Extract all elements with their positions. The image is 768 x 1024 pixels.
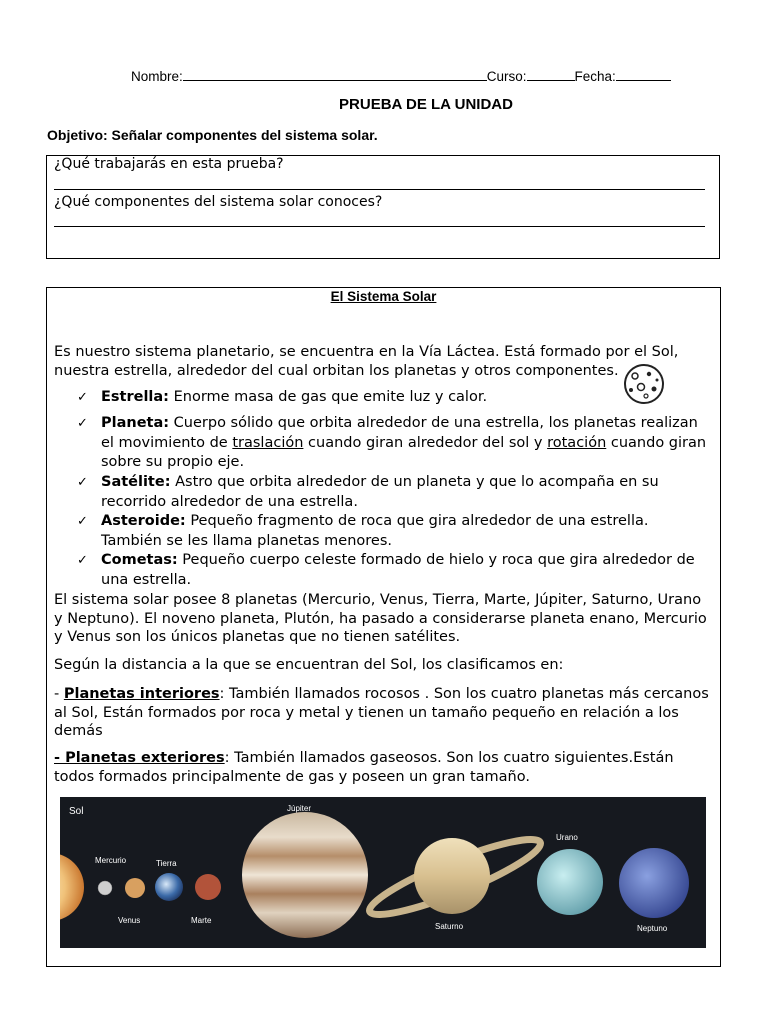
checkmark-icon: ✓ (77, 390, 88, 405)
interiores-term: Planetas interiores (63, 686, 220, 702)
def-planeta-c: cuando giran sobre su propio eje. (101, 434, 707, 470)
label-mercurio: Mercurio (95, 856, 127, 865)
checkmark-icon: ✓ (77, 514, 88, 529)
term-asteroide: Asteroide: (101, 513, 186, 529)
questions-box (46, 155, 720, 259)
interiores-text: : También llamados rocosos . Son los cuatro planetas más cercanos al Sol, Están formados por roca y metal y tienen un tamaño pequeño en relación a los demás (54, 686, 709, 739)
planets-paragraph: El sistema solar posee 8 planetas (Mercurio, Venus, Tierra, Marte, Júpiter, Saturno, Urano y Neptuno). El noveno planeta, Plutón, ha pasado a considerarse planeta enano, Mercurio y Venus son los únicos planetas que no tienen satélites. (54, 592, 707, 645)
label-saturno: Saturno (435, 922, 464, 931)
rotacion-word: rotación (547, 434, 607, 451)
list-item-satelite (101, 473, 713, 512)
objective: Objetivo: Señalar componentes del sistema solar. (47, 127, 378, 143)
label-venus: Venus (118, 916, 141, 925)
def-planeta-a: Cuerpo sólido que orbita alrededor de una estrella, los planetas realizan el movimiento de (101, 415, 698, 451)
intro-paragraph: Es nuestro sistema planetario, se encuentra en la Vía Láctea. Está formado por el Sol, nuestra estrella, alrededor del cual orbitan los planetas y otros componentes. (54, 344, 679, 379)
list-item-cometas (101, 551, 713, 590)
solar-system-image (60, 797, 706, 948)
answer-line-1[interactable] (54, 189, 705, 190)
exteriores-term: - Planetas exteriores (54, 750, 225, 766)
def-asteroide: Pequeño fragmento de roca que gira alrededor de una estrella. También se les llama planetas menores. (101, 513, 649, 549)
def-satelite: Astro que orbita alrededor de un planeta y que lo acompaña en su recorrido alrededor de una estrella. (101, 474, 659, 510)
term-satelite: Satélite: (101, 474, 171, 490)
checkmark-icon: ✓ (77, 553, 88, 568)
nombre-blank[interactable] (183, 67, 487, 81)
curso-blank[interactable] (527, 67, 575, 81)
distance-paragraph: Según la distancia a la que se encuentran del Sol, los clasificamos en: (54, 657, 564, 673)
label-sol: Sol (69, 806, 84, 817)
exteriores-paragraph (54, 749, 710, 786)
moon-icon (617, 362, 671, 406)
answer-line-2[interactable] (54, 226, 705, 227)
curso-label: Curso: (486, 69, 527, 84)
term-planeta: Planeta: (101, 415, 170, 431)
label-neptuno: Neptuno (637, 924, 668, 933)
label-tierra: Tierra (156, 859, 177, 868)
fecha-label: Fecha: (574, 69, 616, 84)
list-item-asteroide (101, 512, 713, 551)
def-cometas: Pequeño cuerpo celeste formado de hielo y roca que gira alrededor de una estrella. (101, 552, 695, 588)
label-urano: Urano (556, 833, 578, 842)
section-title: El Sistema Solar (330, 289, 437, 304)
def-planeta-b: cuando giran alrededor del sol y (303, 434, 548, 451)
checkmark-icon: ✓ (77, 475, 88, 490)
student-info-line (131, 67, 671, 84)
traslacion-word: traslación (232, 434, 304, 451)
interiores-paragraph (54, 685, 710, 741)
exteriores-text: : También llamados gaseosos. Son los cuatro siguientes.Están todos formados principalmente de gas y poseen un gran tamaño. (54, 750, 674, 785)
fecha-blank[interactable] (616, 67, 671, 81)
checkmark-icon: ✓ (77, 416, 88, 431)
question-1: ¿Qué trabajarás en esta prueba? (54, 156, 284, 172)
label-jupiter: Júpiter (287, 804, 312, 813)
list-item-planeta (101, 414, 713, 473)
page-title: PRUEBA DE LA UNIDAD (339, 96, 513, 113)
def-estrella: Enorme masa de gas que emite luz y calor. (168, 389, 488, 405)
term-cometas: Cometas: (101, 552, 178, 568)
nombre-label: Nombre: (131, 69, 183, 84)
term-estrella: Estrella: (101, 389, 169, 405)
question-2: ¿Qué componentes del sistema solar conoces? (54, 194, 383, 210)
interiores-prefix: - (54, 686, 64, 702)
label-marte: Marte (191, 916, 212, 925)
